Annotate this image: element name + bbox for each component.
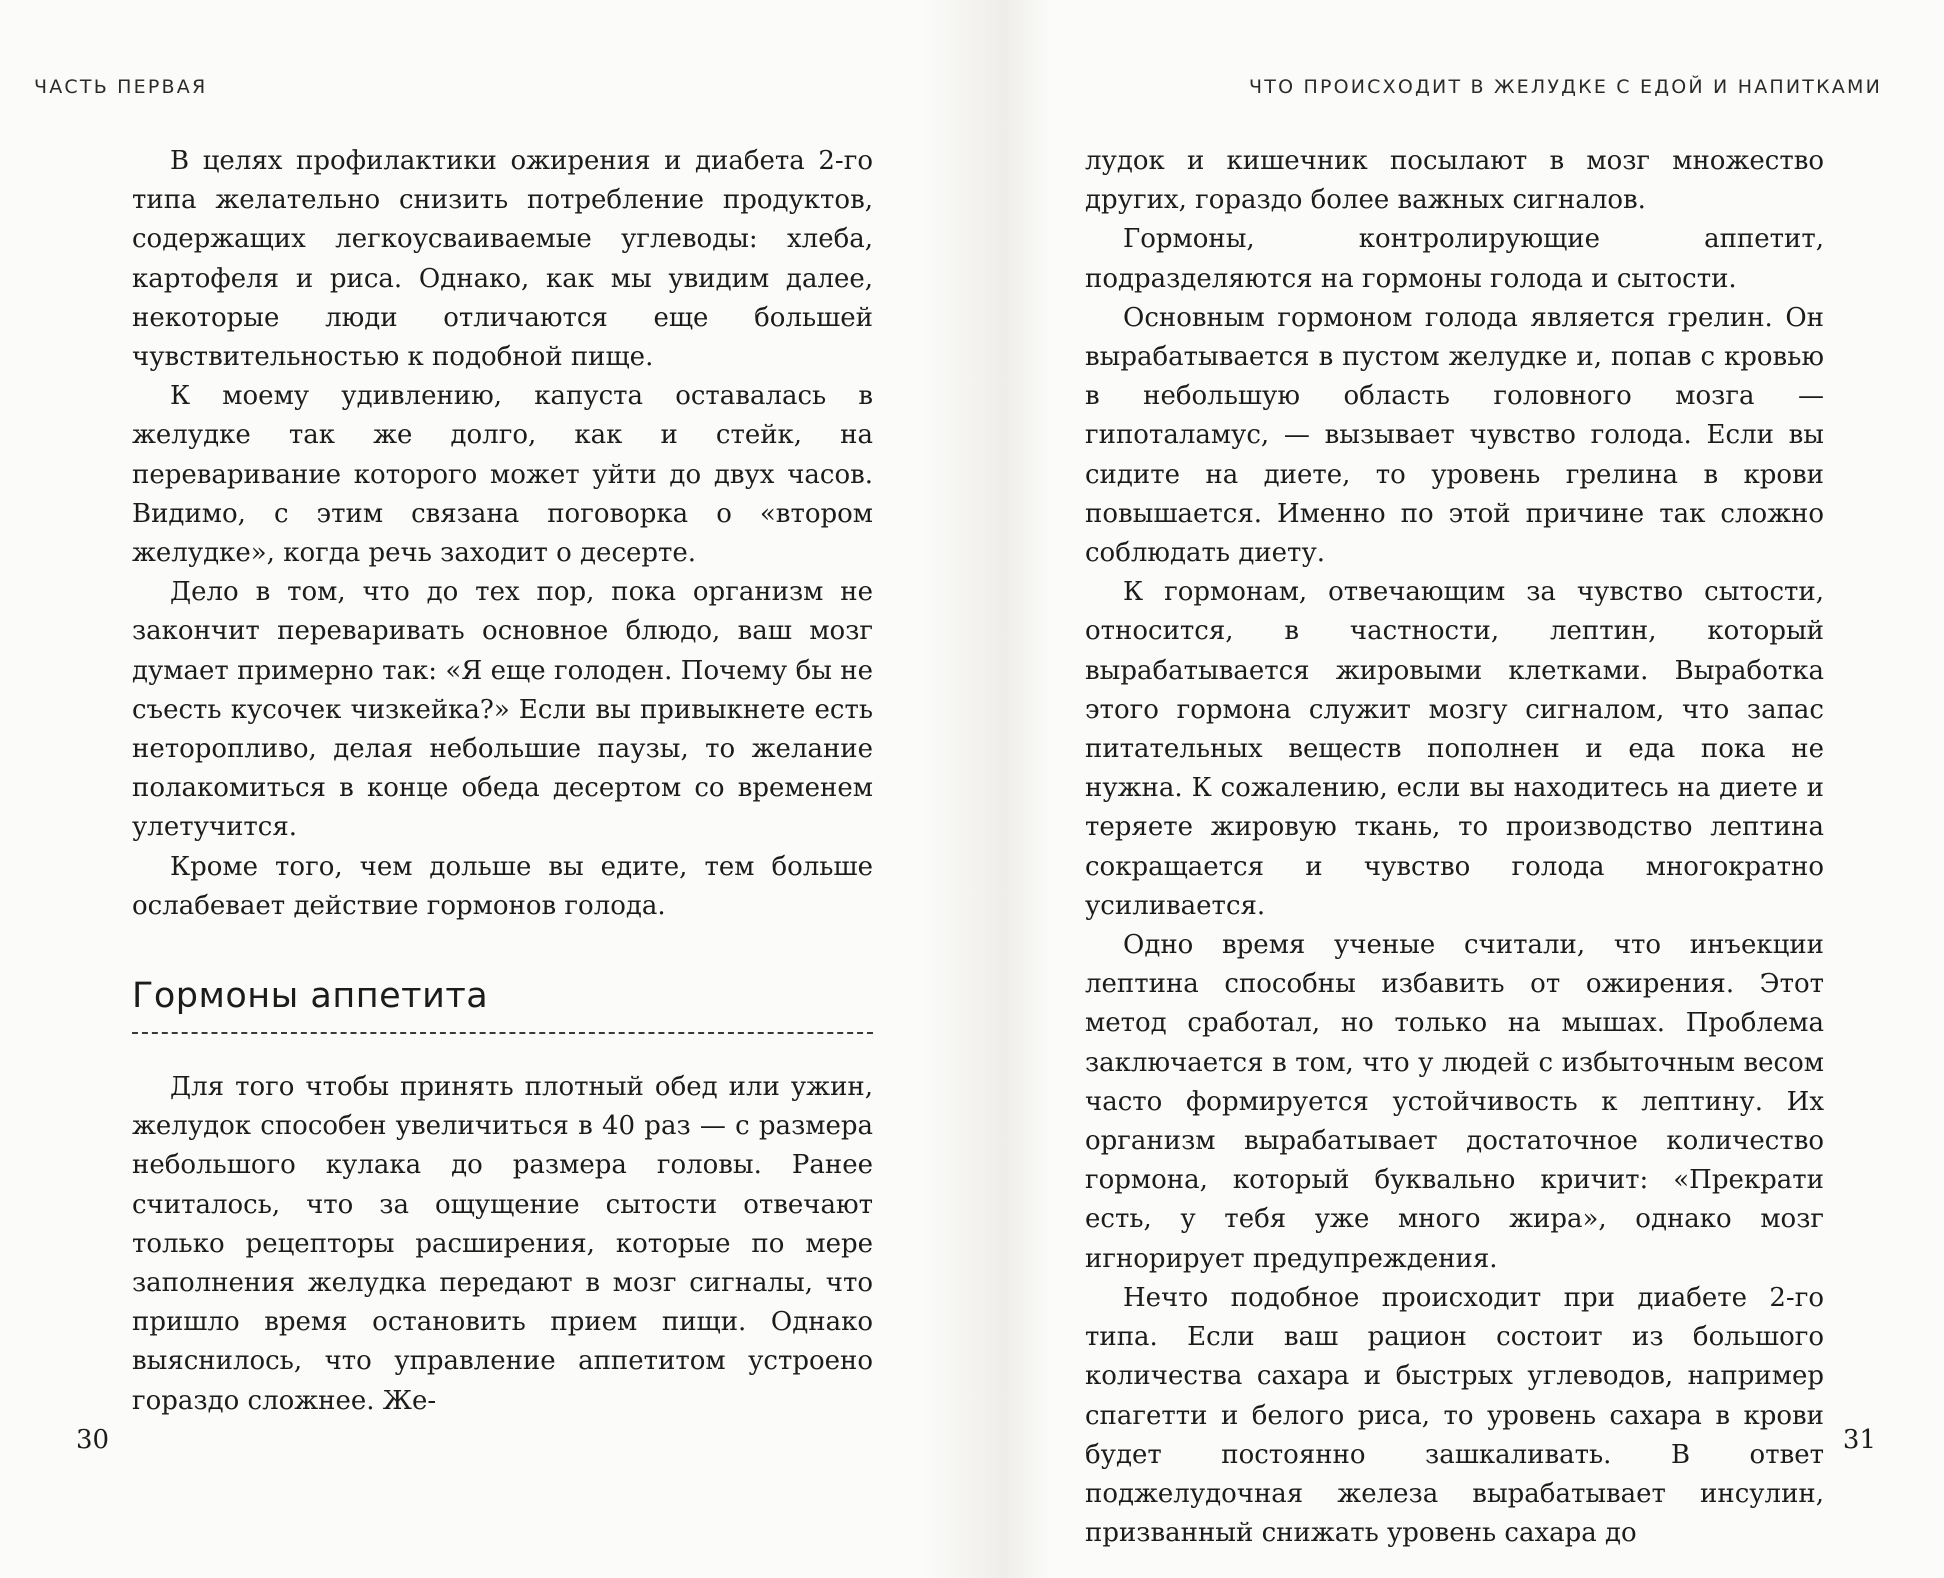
page-number-right: 31 [1842,1425,1876,1455]
paragraph: К моему удивлению, капуста оставалась в желудке так же долго, как и стейк, на переваривание которого может уйти до двух часов. Видимо, с этим связана поговорка о «втором желудке», когда речь заходит о десерте. [132,381,873,569]
paragraph: К гормонам, отвечающим за чувство сытости, относится, в частности, лептин, который вырабатывается жировыми клетками. Выработка этого гормона служит мозгу сигналом, что запас питательных веществ пополнен и еда пока не нужна. К сожалению, если вы находитесь на диете и теряете жировую ткань, то производство лептина сокращается и чувство голода многократно усиливается. [1085,577,1824,921]
left-body-text [132,142,873,926]
paragraph: Для того чтобы принять плотный обед или ужин, желудок способен увеличиться в 40 раз — с размера небольшого кулака до размера головы. Ранее считалось, что за ощущение сытости отвечают только рецепторы расширения, которые по мере заполнения желудка передают в мозг сигналы, что пришло время остановить прием пищи. Однако выяснилось, что управление аппетитом устроено гораздо сложнее. Же- [132,1072,873,1416]
right-body-text [1085,142,1824,1553]
paragraph: Одно время ученые считали, что инъекции лептина способны избавить от ожирения. Этот метод сработал, но только на мышах. Проблема заключается в том, что у людей с избыточным весом часто формируется устойчивость к лептину. Их организм вырабатывает достаточное количество гормона, который буквально кричит: «Прекрати есть, у тебя уже много жира», однако мозг игнорирует предупреждения. [1085,930,1824,1274]
running-head-left: ЧАСТЬ ПЕРВАЯ [34,76,208,98]
left-section-text [132,1068,873,1421]
running-head-right: ЧТО ПРОИСХОДИТ В ЖЕЛУДКЕ С ЕДОЙ И НАПИТКАМИ [1249,76,1882,98]
paragraph: Основным гормоном голода является грелин. Он вырабатывается в пустом желудке и, попав с кровью в небольшую область головного мозга — гипоталамус, — вызывает чувство голода. Если вы сидите на диете, то уровень грелина в крови повышается. Именно по этой причине так сложно соблюдать диету. [1085,302,1824,569]
section-heading: Гормоны аппетита [132,976,489,1016]
paragraph-continuation: лудок и кишечник посылают в мозг множество других, гораздо более важных сигналов. [1085,146,1824,216]
right-page [1003,0,1944,1578]
paragraph: Кроме того, чем дольше вы едите, тем больше ослабевает действие гормонов голода. [132,851,873,921]
paragraph: Гормоны, контролирующие аппетит, подразделяются на гормоны голода и сытости. [1085,224,1824,294]
page-number-left: 30 [76,1425,110,1455]
heading-dashed-rule [132,1032,873,1034]
paragraph: В целях профилактики ожирения и диабета 2-го типа желательно снизить потребление продуктов, содержащих легкоусваиваемые углеводы: хлеба, картофеля и риса. Однако, как мы увидим далее, некоторые люди отличаются еще большей чувствительностью к подобной пище. [132,146,873,373]
paragraph: Нечто подобное происходит при диабете 2-го типа. Если ваш рацион состоит из большого количества сахара и быстрых углеводов, например спагетти и белого риса, то уровень сахара в крови будет постоянно зашкаливать. В ответ поджелудочная железа вырабатывает инсулин, призванный снижать уровень сахара до [1085,1282,1824,1549]
paragraph: Дело в том, что до тех пор, пока организм не закончит переваривать основное блюдо, ваш мозг думает примерно так: «Я еще голоден. Почему бы не съесть кусочек чизкейка?» Если вы привыкнете есть неторопливо, делая небольшие паузы, то желание полакомиться в конце обеда десертом со временем улетучится. [132,577,873,843]
